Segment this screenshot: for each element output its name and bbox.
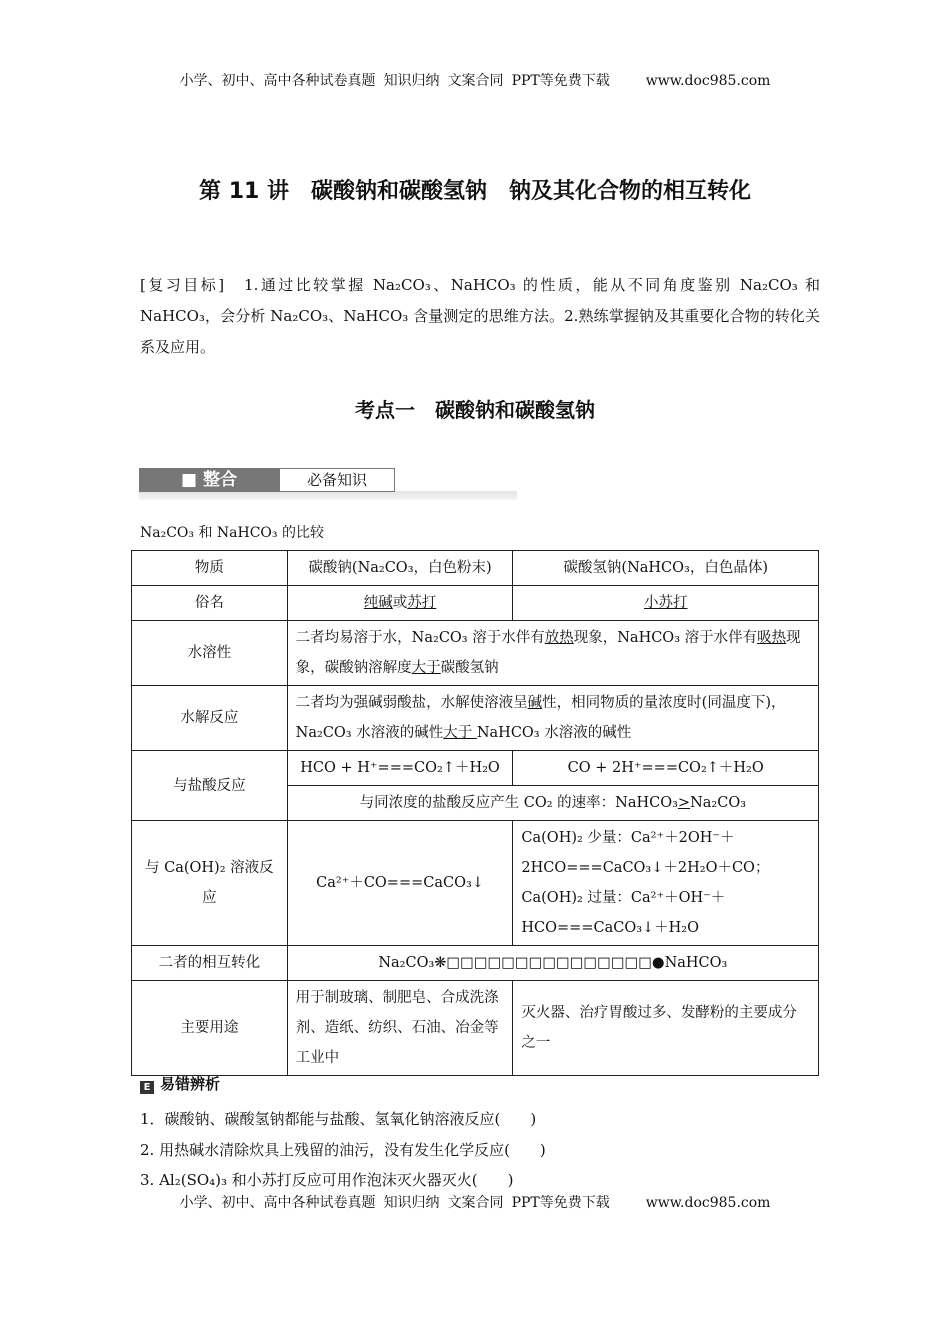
cell: 用于制玻璃、制肥皂、合成洗涤剂、造纸、纺织、石油、冶金等工业中 [287,981,513,1076]
cell: Ca²⁺＋CO===CaCO₃↓ [287,821,513,946]
text: Ca(OH)₂ 少量：Ca²⁺＋2OH⁻＋ [521,830,735,846]
page-title: 第 11 讲 碳酸钠和碳酸氢钠 钠及其化合物的相互转化 [199,179,751,204]
text: 现象，NaHCO₃ 溶于水伴有 [573,630,758,646]
section-banner [139,468,517,500]
objectives [140,270,820,363]
cell: 灭火器、治疗胃酸过多、发酵粉的主要成分之一 [513,981,819,1076]
footer-text: PPT等免费下载 [511,1195,610,1211]
footer-text: 小学、初中、高中各种试卷真题 [179,1195,376,1211]
text: Na₂CO₃ [690,795,747,811]
footer-text: 知识归纳 [383,1195,440,1211]
error-item: 3. Al₂(SO₄)₃ 和小苏打反应可用作泡沫灭火器灭火( ) [140,1171,514,1189]
answer: 小苏打 [643,595,688,611]
answer: 纯碱 [363,595,393,611]
answer: 吸热 [757,630,787,646]
cell: 二者的相互转化 [132,946,288,981]
cell: 碳酸氢钠(NaHCO₃，白色晶体) [513,551,819,586]
text: NaHCO₃ 水溶液的碱性 [476,725,632,741]
objectives-text: 1.通过比较掌握 Na₂CO₃、NaHCO₃ 的性质，能从不同角度鉴别 Na₂CO₃ 和 NaHCO₃，会分析 Na₂CO₃、NaHCO₃ 含量测定的思维方法。2.熟练掌握钠及其重要化合物的转化关系及应用。 [140,276,820,356]
errors-heading [140,1073,220,1094]
cell: 主要用途 [132,981,288,1076]
objectives-label: [复习目标] [140,276,225,294]
text: HCO===CaCO₃↓＋H₂O [521,920,700,936]
cell [287,786,818,821]
table-caption: Na₂CO₃ 和 NaHCO₃ 的比较 [140,525,324,541]
cell: Na₂CO₃❋□□□□□□□□□□□□□□□●NaHCO₃ [287,946,818,981]
table-row [132,821,819,946]
text: 现象，碳酸钠溶解度 [295,630,801,676]
errors-heading-text: 易错辨析 [160,1075,221,1093]
cell: 碳酸钠(Na₂CO₃，白色粉末) [287,551,513,586]
footer-link[interactable]: www.doc985.com [645,1195,771,1211]
header-text: PPT等免费下载 [511,73,610,89]
table-row [132,751,819,786]
answer: 放热 [544,630,574,646]
header-text: 小学、初中、高中各种试卷真题 [179,73,376,89]
page-header [0,70,950,90]
cell [513,586,819,621]
text: 二者均为强碱弱酸盐，水解使溶液呈 [295,695,528,711]
header-link[interactable]: www.doc985.com [645,73,771,89]
error-icon: E [140,1081,154,1094]
cell: 水溶性 [132,621,288,686]
table-row [132,586,819,621]
table-row [132,686,819,751]
cell [513,821,819,946]
text: Ca(OH)₂ 过量：Ca²⁺＋OH⁻＋ [521,890,726,906]
comparison-table [131,550,819,1076]
answer: 碱 [527,695,543,711]
cell: 与 Ca(OH)₂ 溶液反应 [132,821,288,946]
banner-sub: 必备知识 [279,468,395,492]
cell: 水解反应 [132,686,288,751]
table-row [132,946,819,981]
text: 二者均易溶于水，Na₂CO₃ 溶于水伴有 [295,630,545,646]
table-row [132,981,819,1076]
page-footer [0,1192,950,1212]
error-item: 1．碳酸钠、碳酸氢钠都能与盐酸、氢氧化钠溶液反应( ) [140,1110,537,1128]
header-text: 文案合同 [447,73,504,89]
table-row [132,621,819,686]
text: 2HCO===CaCO₃↓＋2H₂O＋CO； [521,860,770,876]
answer: 大于 [411,660,441,676]
cell: 俗名 [132,586,288,621]
text: 与同浓度的盐酸反应产生 CO₂ 的速率：NaHCO₃ [359,795,678,811]
footer-text: 文案合同 [447,1195,504,1211]
cell: HCO + H⁺===CO₂↑＋H₂O [287,751,513,786]
table-row [132,551,819,586]
cell [287,621,818,686]
answer: 苏打 [407,595,437,611]
cell [287,586,513,621]
banner-main: ■ 整合 [139,468,279,492]
cell: 与盐酸反应 [132,751,288,821]
text: 性，相同物质的量浓度时(同温度下)，Na₂CO₃ 水溶液的碱性 [295,695,786,741]
answer: 大于 [443,725,477,741]
cell [287,686,818,751]
cell: CO + 2H⁺===CO₂↑＋H₂O [513,751,819,786]
error-item: 2. 用热碱水清除炊具上残留的油污，没有发生化学反应( ) [140,1141,546,1159]
text: 或 [392,595,408,611]
text: 碳酸氢钠 [440,660,499,676]
answer: > [677,795,691,811]
section-title: 考点一 碳酸钠和碳酸氢钠 [355,398,595,422]
cell: 物质 [132,551,288,586]
header-text: 知识归纳 [383,73,440,89]
